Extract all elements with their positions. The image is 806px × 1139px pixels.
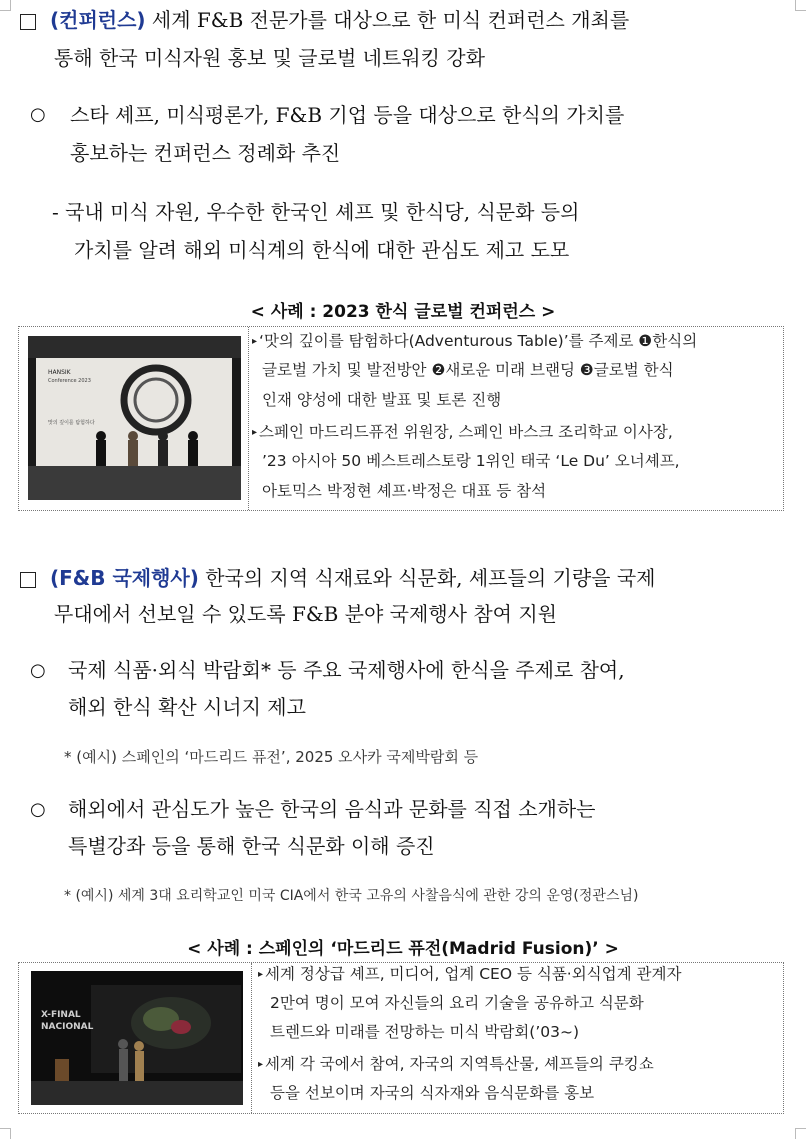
section1-dash-line1: - 국내 미식 자원, 우수한 한국인 셰프 및 한식당, 식문화 등의 (52, 200, 580, 224)
section2-bullet2-line1: 해외에서 관심도가 높은 한국의 음식과 문화를 직접 소개하는 (68, 797, 596, 821)
section2-note1: * (예시) 스페인의 ‘마드리드 퓨전’, 2025 오사카 국제박람회 등 (64, 748, 479, 766)
section2-heading-line2: 무대에서 선보일 수 있도록 F&B 분야 국제행사 참여 지원 (54, 602, 557, 626)
section2-case-title: < 사례 : 스페인의 ‘마드리드 퓨전(Madrid Fusion)’ > (187, 939, 619, 959)
section2-tag: (F&B 국제행사) (50, 566, 199, 590)
page-corner-bottom-left (0, 1128, 11, 1139)
photo-text-hansik: HANSIK (48, 369, 71, 376)
section2-bullet1-line2: 해외 한식 확산 시너지 제고 (68, 695, 306, 719)
section1-case-line5: ’23 아시아 50 베스트레스토랑 1위인 태국 ‘Le Du’ 오너셰프, (262, 452, 680, 470)
triangle-bullet-icon: ▸ (252, 336, 258, 347)
section1-heading-rest: 세계 F&B 전문가를 대상으로 한 미식 컨퍼런스 개최를 (145, 8, 630, 32)
section1-case-title: < 사례 : 2023 한식 글로벌 컨퍼런스 > (250, 302, 556, 322)
section1-heading-line2: 통해 한국 미식자원 홍보 및 글로벌 네트워킹 강화 (54, 46, 485, 70)
section-checkbox-icon (20, 572, 36, 588)
triangle-bullet-icon: ▸ (258, 969, 264, 980)
case-divider (248, 327, 249, 510)
section1-dash-line2: 가치를 알려 해외 미식계의 한식에 대한 관심도 제고 도모 (74, 238, 570, 262)
section1-case-line6: 아토믹스 박정현 셰프·박정은 대표 등 참석 (262, 482, 547, 500)
section1-case-line4: ▸ 스페인 마드리드퓨전 위원장, 스페인 바스크 조리학교 이사장, (252, 423, 673, 441)
triangle-bullet-icon: ▸ (258, 1059, 264, 1070)
conference-photo (28, 336, 241, 500)
section1-tag: (컨퍼런스) (50, 8, 146, 32)
section2-heading-line1 (50, 564, 655, 592)
section2-case-line1: ▸ 세계 정상급 셰프, 미디어, 업계 CEO 등 식품·외식업계 관계자 (258, 965, 682, 983)
section1-bullet1-line1: 스타 셰프, 미식평론가, F&B 기업 등을 대상으로 한식의 가치를 (70, 103, 625, 127)
case-divider (251, 963, 252, 1113)
bullet-circle-icon: ○ (30, 660, 46, 681)
section1-case-line3: 인재 양성에 대한 발표 및 토론 진행 (262, 391, 502, 409)
section1-case-line2: 글로벌 가치 및 발전방안 ❷새로운 미래 브랜딩 ❸글로벌 한식 (262, 361, 674, 379)
section2-bullet1-line1: 국제 식품·외식 박람회* 등 주요 국제행사에 한식을 주제로 참여, (68, 658, 625, 682)
section2-case-line3: 트렌드와 미래를 전망하는 미식 박람회(’03~) (270, 1023, 580, 1041)
bullet-circle-icon: ○ (30, 799, 46, 820)
triangle-bullet-icon: ▸ (252, 427, 258, 438)
page-corner-bottom-right (795, 1128, 806, 1139)
section-checkbox-icon (20, 14, 36, 30)
photo-text-xfinal: X-FINAL (41, 1010, 81, 1020)
section2-case-line5: 등을 선보이며 자국의 식자재와 음식문화를 홍보 (270, 1084, 595, 1102)
section2-note2: * (예시) 세계 3대 요리학교인 미국 CIA에서 한국 고유의 사찰음식에 관한 강의 운영(정관스님) (64, 888, 639, 904)
madrid-fusion-photo (31, 971, 243, 1105)
section1-heading-line1 (50, 6, 629, 34)
page-corner-top-left (0, 0, 11, 11)
photo-text-theme: 맛의 깊이를 탐험하다 (48, 420, 95, 426)
section2-bullet2-line2: 특별강좌 등을 통해 한국 식문화 이해 증진 (68, 834, 435, 858)
photo-text-nacional: NACIONAL (41, 1022, 94, 1032)
page-corner-top-right (795, 0, 806, 11)
section2-case-line2: 2만여 명이 모여 자신들의 요리 기술을 공유하고 식문화 (270, 994, 644, 1012)
section2-case-line4: ▸ 세계 각 국에서 참여, 자국의 지역특산물, 셰프들의 쿠킹쇼 (258, 1055, 654, 1073)
bullet-circle-icon: ○ (30, 104, 46, 125)
photo-text-conference: Conference 2023 (48, 378, 91, 384)
section1-case-line1: ▸ ‘맛의 깊이를 탐험하다(Adventurous Table)’를 주제로 ❶한식의 (252, 332, 698, 350)
section1-bullet1-line2: 홍보하는 컨퍼런스 정례화 추진 (70, 141, 341, 165)
section2-heading-rest: 한국의 지역 식재료와 식문화, 셰프들의 기량을 국제 (198, 566, 656, 590)
